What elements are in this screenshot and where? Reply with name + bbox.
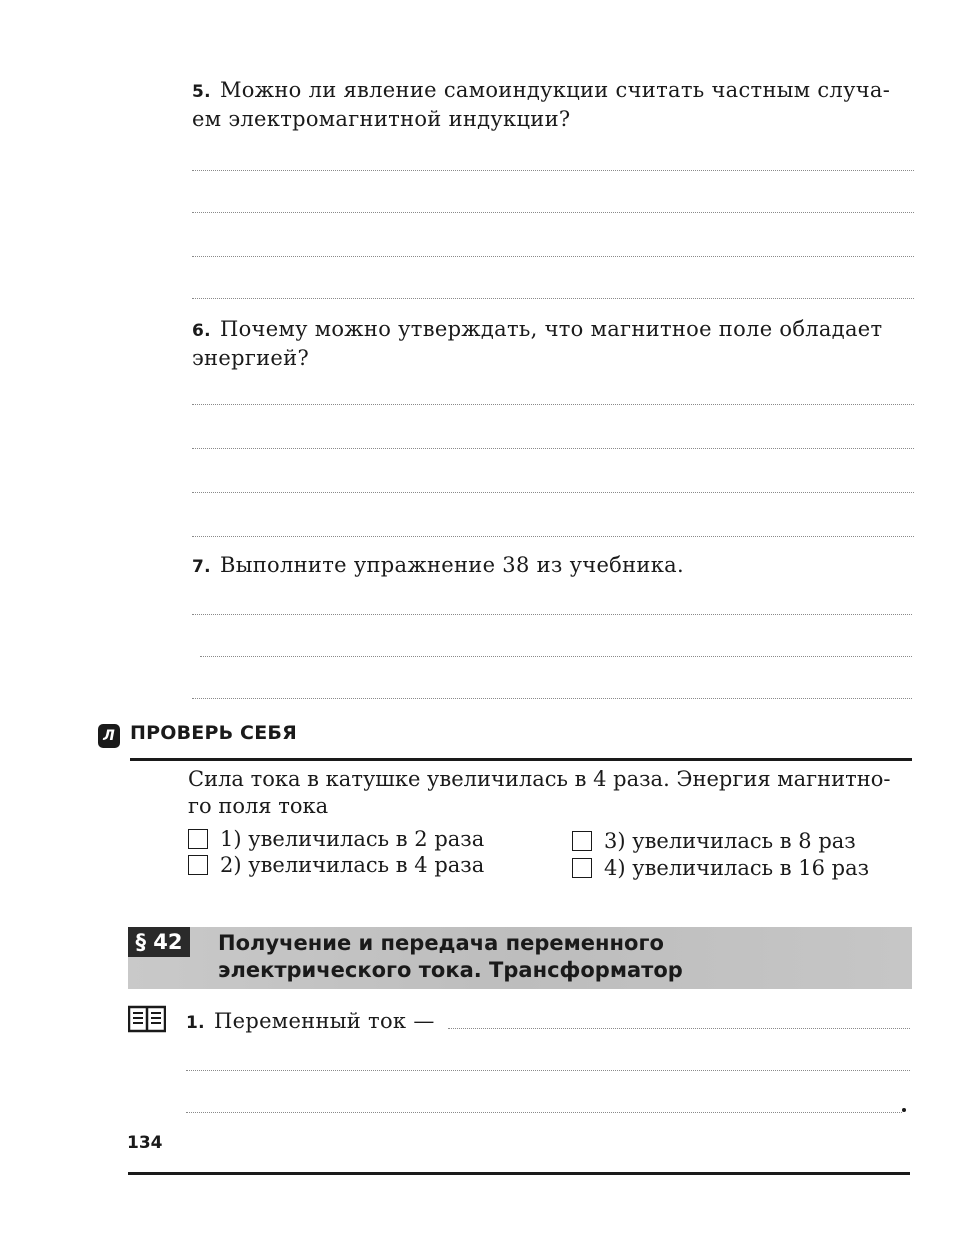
- checkbox[interactable]: [188, 855, 208, 875]
- option-1[interactable]: [188, 826, 484, 852]
- option-label: 3) увеличилась в 8 раз: [604, 829, 856, 853]
- page-number: 134: [127, 1133, 163, 1153]
- question-5: [192, 77, 914, 133]
- question-7: [192, 552, 914, 581]
- option-label: 1) увеличилась в 2 раза: [220, 827, 485, 851]
- question-text: Выполните упражнение 38 из учебника.: [220, 553, 684, 577]
- question-number: 5.: [192, 82, 211, 102]
- answer-line[interactable]: [192, 298, 914, 299]
- divider: [130, 758, 912, 761]
- option-label: 4) увеличилась в 16 раз: [604, 856, 870, 880]
- answer-line[interactable]: [186, 1070, 910, 1071]
- answer-line[interactable]: [448, 1028, 910, 1029]
- book-icon: [128, 1005, 166, 1033]
- checkbox[interactable]: [572, 831, 592, 851]
- checkbox[interactable]: [188, 829, 208, 849]
- question-number: 1.: [186, 1013, 205, 1033]
- answer-line[interactable]: [186, 1112, 902, 1113]
- footer-divider: [128, 1172, 910, 1175]
- question-text: Переменный ток —: [214, 1009, 435, 1033]
- question-6: [192, 316, 914, 372]
- period-mark: [902, 1108, 906, 1112]
- section-title: [218, 930, 683, 984]
- section-header: [128, 927, 912, 989]
- section-title-line-2: электрического тока. Трансформатор: [218, 958, 683, 982]
- question-number: 7.: [192, 557, 211, 577]
- answer-line[interactable]: [192, 212, 914, 213]
- question-text: Почему можно утверждать, что магнитное поле обладает энергией?: [192, 317, 883, 370]
- option-label: 2) увеличилась в 4 раза: [220, 853, 485, 877]
- check-task-text: Сила тока в катушке увеличилась в 4 раза. Энергия магнитно-го поля тока: [188, 767, 891, 818]
- answer-line[interactable]: [192, 256, 914, 257]
- option-2[interactable]: [188, 852, 484, 878]
- section-number: § 42: [128, 927, 190, 957]
- answer-line[interactable]: [192, 492, 914, 493]
- option-4[interactable]: [572, 855, 869, 881]
- answer-line[interactable]: [192, 448, 914, 449]
- answer-line[interactable]: [192, 614, 912, 615]
- answer-line[interactable]: [200, 656, 912, 657]
- answer-line[interactable]: [192, 536, 914, 537]
- section-question-1: [186, 1008, 446, 1037]
- checkbox[interactable]: [572, 858, 592, 878]
- answer-line[interactable]: [192, 698, 912, 699]
- check-yourself-header: [98, 720, 912, 762]
- check-yourself-icon: Л: [98, 724, 120, 748]
- option-3[interactable]: [572, 828, 856, 854]
- question-text: Можно ли явление самоиндукции считать частным случа-ем электромагнитной индукции?: [192, 78, 891, 131]
- answer-line[interactable]: [192, 404, 914, 405]
- question-number: 6.: [192, 321, 211, 341]
- section-title-line-1: Получение и передача переменного: [218, 931, 664, 955]
- answer-line[interactable]: [192, 170, 914, 171]
- check-yourself-title: ПРОВЕРЬ СЕБЯ: [130, 722, 297, 744]
